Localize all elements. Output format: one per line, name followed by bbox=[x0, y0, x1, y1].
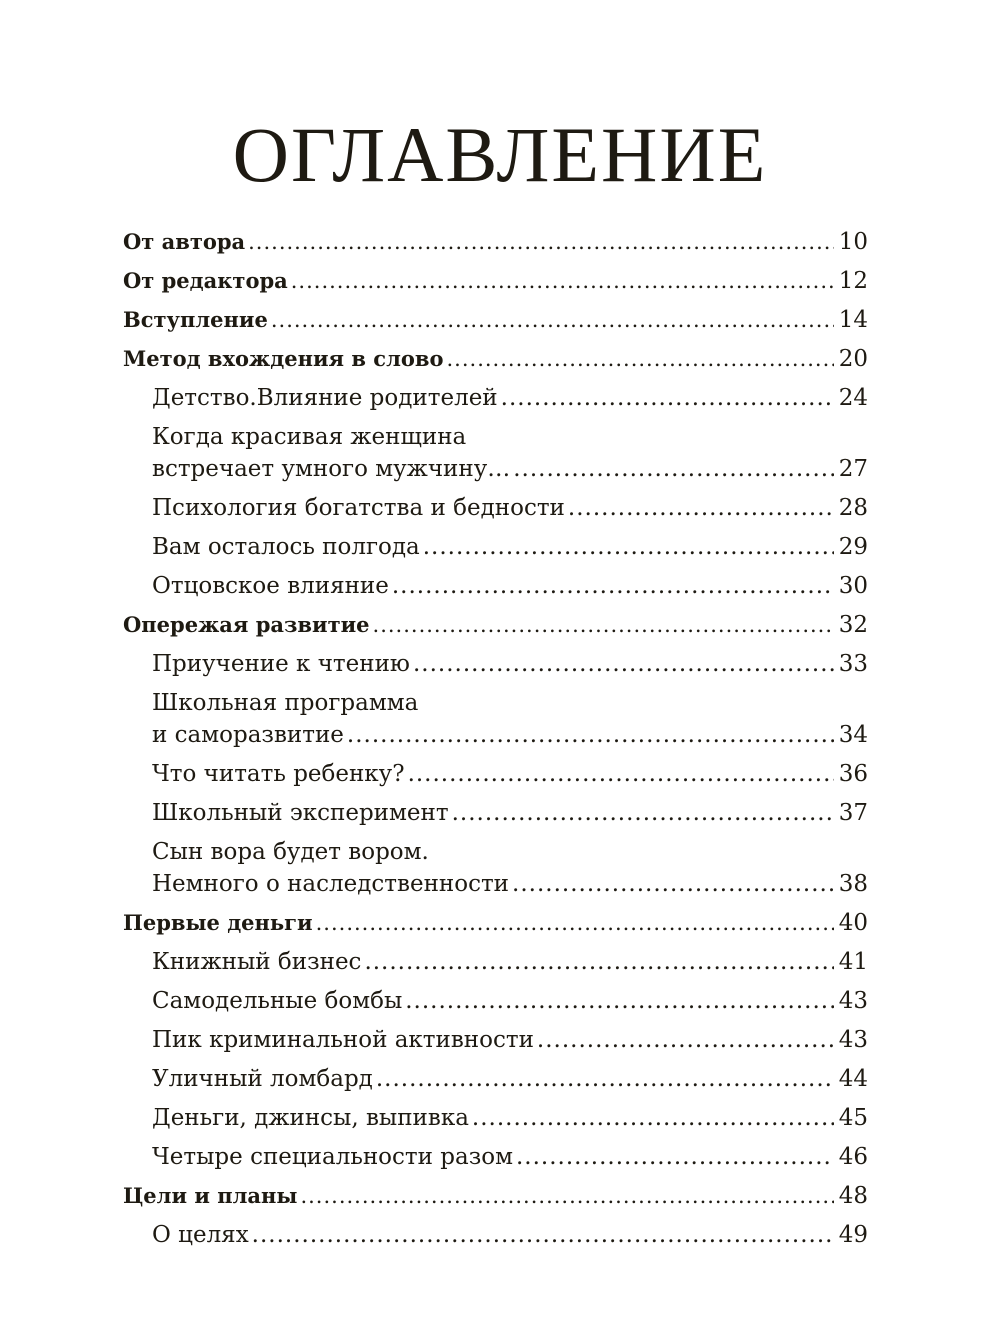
toc-entry[interactable] bbox=[123, 907, 868, 939]
toc-entry-label: Вам осталось полгода bbox=[152, 534, 420, 560]
dot-leader bbox=[568, 492, 834, 524]
dot-leader bbox=[376, 1063, 834, 1095]
toc-entry[interactable] bbox=[123, 382, 868, 414]
toc-entry-label: Пик криминальной активности bbox=[152, 1027, 534, 1053]
toc-entry-page-number: 24 bbox=[838, 385, 868, 411]
toc-entry-page-number: 34 bbox=[838, 722, 868, 748]
toc-entry[interactable] bbox=[123, 946, 868, 978]
dot-leader bbox=[423, 531, 834, 563]
toc-entry-label: От редактора bbox=[123, 268, 288, 293]
toc-entry-page-number: 20 bbox=[838, 346, 868, 372]
toc-entry-page-number: 27 bbox=[838, 456, 868, 482]
dot-leader bbox=[392, 570, 834, 602]
toc-entry[interactable] bbox=[123, 1024, 868, 1056]
toc-entry[interactable] bbox=[123, 1141, 868, 1173]
toc-entry-label-line1: Когда красивая женщина bbox=[152, 424, 467, 450]
toc-entry-page-number: 10 bbox=[838, 229, 868, 255]
dot-leader bbox=[501, 382, 834, 414]
toc-entry-label: О целях bbox=[152, 1222, 249, 1248]
toc-entry-label: Приучение к чтению bbox=[152, 651, 410, 677]
toc-entry-label: Психология богатства и бедности bbox=[152, 495, 565, 521]
dot-leader bbox=[452, 797, 834, 829]
toc-entry[interactable] bbox=[123, 1219, 868, 1251]
dot-leader bbox=[271, 304, 834, 336]
toc-entry-label: Цели и планы bbox=[123, 1183, 298, 1208]
toc-entry-label: Школьный эксперимент bbox=[152, 800, 449, 826]
toc-entry-label: Первые деньги bbox=[123, 910, 313, 935]
toc-entry[interactable] bbox=[123, 687, 868, 751]
toc-entry-label: Метод вхождения в слово bbox=[123, 346, 444, 371]
toc-entry-page-number: 29 bbox=[838, 534, 868, 560]
toc-entry[interactable] bbox=[123, 570, 868, 602]
dot-leader bbox=[405, 985, 834, 1017]
toc-entry[interactable] bbox=[123, 226, 868, 258]
toc-entry-page-number: 32 bbox=[838, 612, 868, 638]
dot-leader bbox=[472, 1102, 834, 1134]
toc-entry[interactable] bbox=[123, 1063, 868, 1095]
toc-entry-page-number: 48 bbox=[838, 1183, 868, 1209]
toc-entry-page-number: 40 bbox=[838, 910, 868, 936]
toc-entry-label-line2: встречает умного мужчину… bbox=[152, 456, 511, 482]
page-title: ОГЛАВЛЕНИЕ bbox=[232, 111, 768, 198]
dot-leader bbox=[248, 226, 834, 258]
dot-leader bbox=[373, 609, 834, 641]
toc-entry-label: Отцовское влияние bbox=[152, 573, 389, 599]
toc-entry[interactable] bbox=[123, 343, 868, 375]
dot-leader bbox=[316, 907, 834, 939]
toc-entry-label: Уличный ломбард bbox=[152, 1066, 373, 1092]
toc-entry-label: Деньги, джинсы, выпивка bbox=[152, 1105, 469, 1131]
dot-leader bbox=[252, 1219, 834, 1251]
toc-entry-page-number: 43 bbox=[838, 988, 868, 1014]
toc-entry-page-number: 36 bbox=[838, 761, 868, 787]
toc-entry-page-number: 45 bbox=[838, 1105, 868, 1131]
toc-entry-label: Детство.Влияние родителей bbox=[152, 385, 498, 411]
dot-leader bbox=[413, 648, 834, 680]
toc-entry[interactable] bbox=[123, 265, 868, 297]
dot-leader bbox=[512, 868, 834, 900]
dot-leader bbox=[291, 265, 834, 297]
toc-entry-label: Четыре специальности разом bbox=[152, 1144, 513, 1170]
toc-entry-label-line1: Школьная программа bbox=[152, 690, 419, 716]
toc-entry-page-number: 44 bbox=[838, 1066, 868, 1092]
toc-entry-page-number: 49 bbox=[838, 1222, 868, 1248]
toc-entry[interactable] bbox=[123, 648, 868, 680]
dot-leader bbox=[364, 946, 834, 978]
dot-leader bbox=[300, 1180, 834, 1212]
toc-entry[interactable] bbox=[123, 421, 868, 485]
toc-entry-page-number: 41 bbox=[838, 949, 868, 975]
toc-entry-label: Вступление bbox=[123, 307, 268, 332]
toc-entry-page-number: 46 bbox=[838, 1144, 868, 1170]
toc-entry-page-number: 38 bbox=[838, 871, 868, 897]
toc-entry-page-number: 33 bbox=[838, 651, 868, 677]
dot-leader bbox=[516, 1141, 834, 1173]
toc-entry[interactable] bbox=[123, 758, 868, 790]
toc-entry-label: Книжный бизнес bbox=[152, 949, 362, 975]
toc-entry[interactable] bbox=[123, 492, 868, 524]
toc-entry[interactable] bbox=[123, 836, 868, 900]
toc-entry-label: Что читать ребенку? bbox=[152, 761, 405, 787]
toc-entry-label: Самодельные бомбы bbox=[152, 988, 403, 1014]
toc-entry[interactable] bbox=[123, 609, 868, 641]
toc-entry-page-number: 14 bbox=[838, 307, 868, 333]
toc-entry[interactable] bbox=[123, 1180, 868, 1212]
toc-entry-page-number: 37 bbox=[838, 800, 868, 826]
dot-leader bbox=[408, 758, 834, 790]
table-of-contents bbox=[123, 226, 868, 1258]
toc-entry-page-number: 43 bbox=[838, 1027, 868, 1053]
toc-entry[interactable] bbox=[123, 304, 868, 336]
toc-entry[interactable] bbox=[123, 985, 868, 1017]
toc-entry-label: Опережая развитие bbox=[123, 612, 370, 637]
toc-entry-label-line2: и саморазвитие bbox=[152, 722, 344, 748]
dot-leader bbox=[537, 1024, 834, 1056]
toc-entry[interactable] bbox=[123, 1102, 868, 1134]
dot-leader bbox=[347, 719, 834, 751]
toc-entry[interactable] bbox=[123, 531, 868, 563]
toc-entry[interactable] bbox=[123, 797, 868, 829]
toc-entry-page-number: 28 bbox=[838, 495, 868, 521]
dot-leader bbox=[447, 343, 835, 375]
toc-entry-page-number: 30 bbox=[838, 573, 868, 599]
dot-leader bbox=[513, 453, 834, 485]
toc-entry-label-line1: Сын вора будет вором. bbox=[152, 839, 429, 865]
toc-entry-label-line2: Немного о наследственности bbox=[152, 871, 510, 897]
toc-entry-label: От автора bbox=[123, 229, 246, 254]
toc-entry-page-number: 12 bbox=[838, 268, 868, 294]
